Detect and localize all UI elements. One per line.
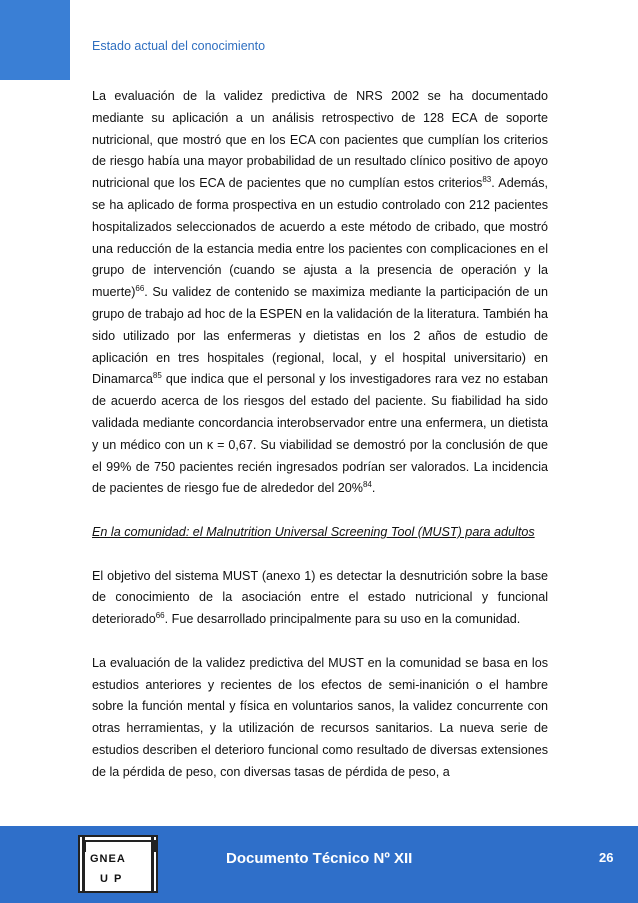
running-header: Estado actual del conocimiento (92, 39, 266, 53)
logo-stripe (151, 837, 154, 891)
citation-ref: 66 (155, 611, 165, 621)
logo-roof (84, 840, 156, 852)
page-content (92, 86, 548, 805)
text-segment: que indica que el personal y los investigadores rara vez no estaban de acuerdo acerca de los riesgos del estado del paciente. Su fiabilidad ha sido validada mediante concordancia interobservador entre una enfermera, un dietista y un médico con un κ = 0,67. Su viabilidad se demostró por la conclusión de que el 99% de 750 pacientes recién ingresados podrían ser valorados. La incidencia de pacientes de riesgo fue de alrededor del 20% (92, 372, 548, 496)
text-segment: . Además, se ha aplicado de forma prospectiva en un estudio controlado con 212 pacientes hospitalizados seleccionados de acuerdo a este método de cribado, que mostró una reducción de la estancia media entre los pacientes con complicaciones en el grupo de intervención (cuando se ajusta a la presencia de operación y la muerte) (92, 176, 548, 300)
logo-text-top: GNEA (90, 853, 126, 865)
text-segment: La evaluación de la validez predictiva de NRS 2002 se ha documentado mediante su aplicación a un análisis retrospectivo de 128 ECA de soporte nutricional, que mostró que en los ECA con pacientes que cumplían los criterios de riesgo había una mayor probabilidad de un resultado clínico positivo de apoyo nutricional que los ECA de pacientes que no cumplían estos criterios (92, 89, 548, 191)
citation-ref: 66 (135, 284, 145, 294)
text-segment: El objetivo del sistema MUST (anexo 1) es detectar la desnutrición sobre la base de conocimiento de la asociación entre el estado nutricional y funcional deteriorado (92, 568, 548, 627)
paragraph-nrs-2002 (92, 86, 548, 500)
text-segment: . Fue desarrollado principalmente para su uso en la comunidad. (164, 612, 521, 627)
page-number: 26 (599, 850, 614, 865)
paragraph-must-validity: La evaluación de la validez predictiva del MUST en la comunidad se basa en los estudios anteriores y recientes de los efectos de semi-inanición o el hambre sobre la función mental y física en voluntarios sanos, la validez concurrente con otras herramientas, y la utilización de recursos sanitarios. La nueva serie de estudios describen el deterioro funcional como resultado de diversas extensiones de la pérdida de peso, con diversas tasas de pérdida de peso, a (92, 655, 548, 779)
paragraph-must-objective (92, 566, 548, 631)
section-heading: En la comunidad: el Malnutrition Universal Screening Tool (MUST) para adultos (92, 524, 535, 539)
citation-ref: 84 (362, 480, 372, 490)
text-segment: . Su validez de contenido se maximiza mediante la participación de un grupo de trabajo ad hoc de la ESPEN en la validación de la literatura. También ha sido utilizado por las enfermeras y dietistas en los 2 años de estudio de aplicación en tres hospitales (regional, local, y el hospital universitario) en Dinamarca (92, 285, 548, 387)
citation-ref: 85 (152, 371, 162, 381)
footer-band (0, 826, 638, 903)
text-segment: . (371, 481, 376, 496)
gneaup-logo (78, 835, 158, 893)
document-title: Documento Técnico Nº XII (226, 850, 413, 867)
citation-ref: 83 (482, 175, 492, 185)
header-accent-bar (0, 0, 70, 80)
logo-text-bottom: UP (100, 873, 128, 885)
logo-stripe (82, 837, 85, 891)
